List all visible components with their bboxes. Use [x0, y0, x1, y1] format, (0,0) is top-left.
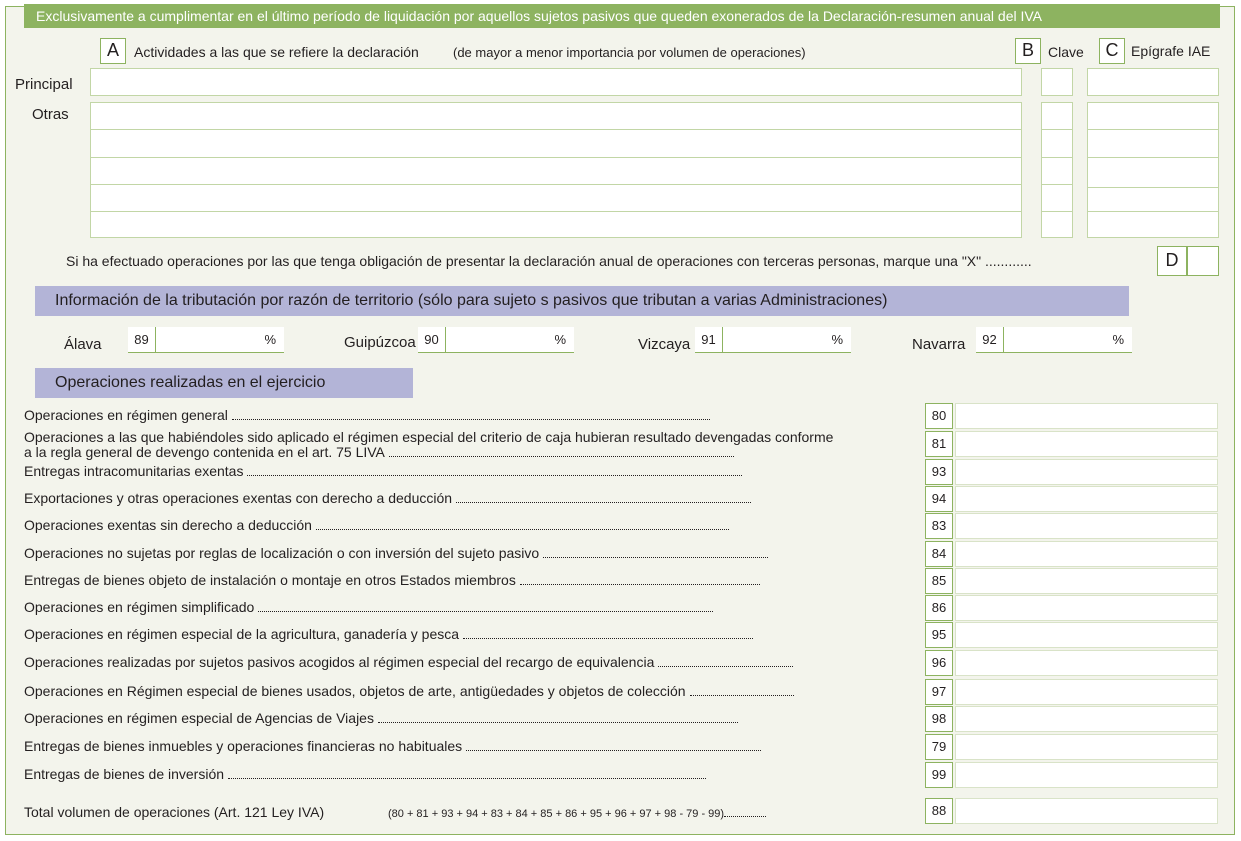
operation-code-81: 81 [925, 431, 953, 457]
operation-label [24, 430, 833, 460]
operation-input-96[interactable] [955, 650, 1218, 676]
operation-label-line2-wrap [24, 445, 833, 460]
operation-code-86: 86 [925, 595, 953, 621]
operation-input-83[interactable] [955, 513, 1218, 539]
section-header: Exclusivamente a cumplimentar en el último período de liquidación por aquellos sujetos pasivos que queden exonerados de la Declaración-resumen anual del IVA [24, 4, 1220, 28]
dot-leader [389, 446, 734, 457]
principal-activity-input[interactable] [90, 68, 1022, 96]
operation-input-80[interactable] [955, 403, 1218, 429]
otras-label: Otras [32, 106, 69, 123]
operation-label [24, 766, 706, 782]
operation-input-95[interactable] [955, 622, 1218, 648]
operation-code-83: 83 [925, 513, 953, 539]
dot-leader [378, 712, 738, 723]
clave-label: Clave [1048, 44, 1084, 60]
dot-leader [258, 601, 713, 612]
activities-note: (de mayor a menor importancia por volumen de operaciones) [453, 45, 806, 60]
dot-leader [228, 768, 706, 779]
operation-input-79[interactable] [955, 734, 1218, 760]
operation-code-95: 95 [925, 622, 953, 648]
dot-leader [520, 574, 760, 585]
operation-code-97: 97 [925, 679, 953, 705]
operation-code-80: 80 [925, 403, 953, 429]
operation-label [24, 463, 742, 479]
percent-sign: % [831, 332, 843, 347]
operation-label [24, 545, 768, 561]
dot-leader [456, 492, 751, 503]
territory-alava-code: 89 [128, 327, 156, 353]
third-parties-checkbox[interactable] [1187, 246, 1219, 276]
operation-input-84[interactable] [955, 541, 1218, 567]
dot-leader [724, 806, 766, 817]
total-formula [388, 806, 766, 820]
territory-guipuzcoa-label: Guipúzcoa [344, 334, 416, 351]
operation-input-86[interactable] [955, 595, 1218, 621]
principal-clave-input[interactable] [1041, 68, 1073, 96]
otras-activity-input[interactable] [90, 102, 1022, 238]
territory-vizcaya-label: Vizcaya [638, 336, 691, 353]
epigrafe-label: Epígrafe IAE [1131, 43, 1211, 59]
territory-alava-label: Álava [64, 336, 102, 353]
otras-clave-input[interactable] [1041, 102, 1073, 238]
principal-label: Principal [15, 76, 73, 93]
operation-label-text: Operaciones en régimen especial de la agricultura, ganadería y pesca [24, 626, 460, 642]
operation-code-85: 85 [925, 568, 953, 594]
operation-label [24, 517, 729, 533]
percent-sign: % [554, 332, 566, 347]
dot-leader [232, 409, 710, 420]
operation-label [24, 599, 713, 615]
operation-input-81[interactable] [955, 431, 1218, 457]
operation-label-text: Entregas de bienes objeto de instalación o montaje en otros Estados miembros [24, 572, 516, 588]
box-c-marker: C [1099, 38, 1125, 64]
operation-input-97[interactable] [955, 679, 1218, 705]
operation-label-line1: Operaciones a las que habiéndoles sido aplicado el régimen especial del criterio de caja hubieran resultado devengadas conforme [24, 429, 834, 445]
operation-input-85[interactable] [955, 568, 1218, 594]
dot-leader [543, 547, 768, 558]
box-b-marker: B [1015, 38, 1041, 64]
territory-navarra-label: Navarra [912, 336, 966, 353]
operation-label-line2: a la regla general de devengo contenida en el art. 75 LIVA [24, 444, 385, 460]
operation-label [24, 710, 738, 726]
dot-leader [466, 740, 761, 751]
operation-code-84: 84 [925, 541, 953, 567]
territory-guipuzcoa-field[interactable] [418, 327, 574, 353]
total-formula-text: (80 + 81 + 93 + 94 + 83 + 84 + 85 + 86 + 95 + 96 + 97 + 98 - 79 - 99) [388, 808, 725, 820]
operation-label-text: Operaciones no sujetas por reglas de localización o con inversión del sujeto pasivo [24, 545, 540, 561]
total-label: Total volumen de operaciones (Art. 121 Ley IVA) [24, 804, 325, 820]
operation-code-94: 94 [925, 486, 953, 512]
operation-input-93[interactable] [955, 459, 1218, 485]
operation-label-text: Operaciones en régimen especial de Agencias de Viajes [24, 710, 374, 726]
third-parties-text: Si ha efectuado operaciones por las que tenga obligación de presentar la declaración anual de operaciones con terceras personas, marque una "X" ............ [66, 253, 1032, 269]
operation-label [24, 738, 761, 754]
operation-label [24, 407, 710, 423]
operation-label-text: Entregas de bienes inmuebles y operaciones financieras no habituales [24, 738, 463, 754]
dot-leader [690, 685, 794, 696]
territory-alava-field[interactable] [128, 327, 284, 353]
operation-label-text: Operaciones en régimen simplificado [24, 599, 255, 615]
dot-leader [658, 656, 793, 667]
total-code: 88 [925, 798, 953, 824]
total-input[interactable] [955, 798, 1218, 824]
operation-label-text: Operaciones realizadas por sujetos pasivos acogidos al régimen especial del recargo de equivalencia [24, 654, 655, 670]
otras-epigrafe-input[interactable] [1087, 102, 1219, 238]
activities-label: Actividades a las que se refiere la declaración [134, 44, 419, 60]
dot-leader [247, 465, 742, 476]
operation-label-text: Entregas intracomunitarias exentas [24, 463, 244, 479]
territory-navarra-field[interactable] [976, 327, 1132, 353]
operation-label [24, 626, 753, 642]
operation-input-98[interactable] [955, 706, 1218, 732]
operation-code-79: 79 [925, 734, 953, 760]
operation-label [24, 654, 793, 670]
dot-leader [463, 628, 753, 639]
territory-title: Información de la tributación por razón de territorio (sólo para sujeto s pasivos que tributan a varias Administraciones) [35, 286, 1129, 316]
operation-label-text: Exportaciones y otras operaciones exentas con derecho a deducción [24, 490, 453, 506]
territory-navarra-code: 92 [976, 327, 1004, 353]
box-d-marker: D [1157, 246, 1187, 276]
operation-label [24, 572, 760, 588]
operation-label-text: Entregas de bienes de inversión [24, 766, 225, 782]
operation-label-text: Operaciones exentas sin derecho a deducción [24, 517, 312, 533]
operation-input-99[interactable] [955, 762, 1218, 788]
operation-label-text: Operaciones en Régimen especial de bienes usados, objetos de arte, antigüedades y objetos de colección [24, 683, 686, 699]
operation-input-94[interactable] [955, 486, 1218, 512]
dot-leader [316, 519, 729, 530]
operation-code-96: 96 [925, 650, 953, 676]
operation-label-text: Operaciones en régimen general [24, 407, 228, 423]
territory-vizcaya-field[interactable] [695, 327, 851, 353]
operation-code-99: 99 [925, 762, 953, 788]
percent-sign: % [1112, 332, 1124, 347]
operation-label [24, 683, 794, 699]
territory-vizcaya-code: 91 [695, 327, 723, 353]
operation-label [24, 490, 751, 506]
operation-code-98: 98 [925, 706, 953, 732]
box-a-marker: A [100, 38, 126, 64]
operation-code-93: 93 [925, 459, 953, 485]
percent-sign: % [264, 332, 276, 347]
principal-epigrafe-input[interactable] [1087, 68, 1219, 96]
territory-guipuzcoa-code: 90 [418, 327, 446, 353]
operations-title: Operaciones realizadas en el ejercicio [35, 368, 413, 398]
